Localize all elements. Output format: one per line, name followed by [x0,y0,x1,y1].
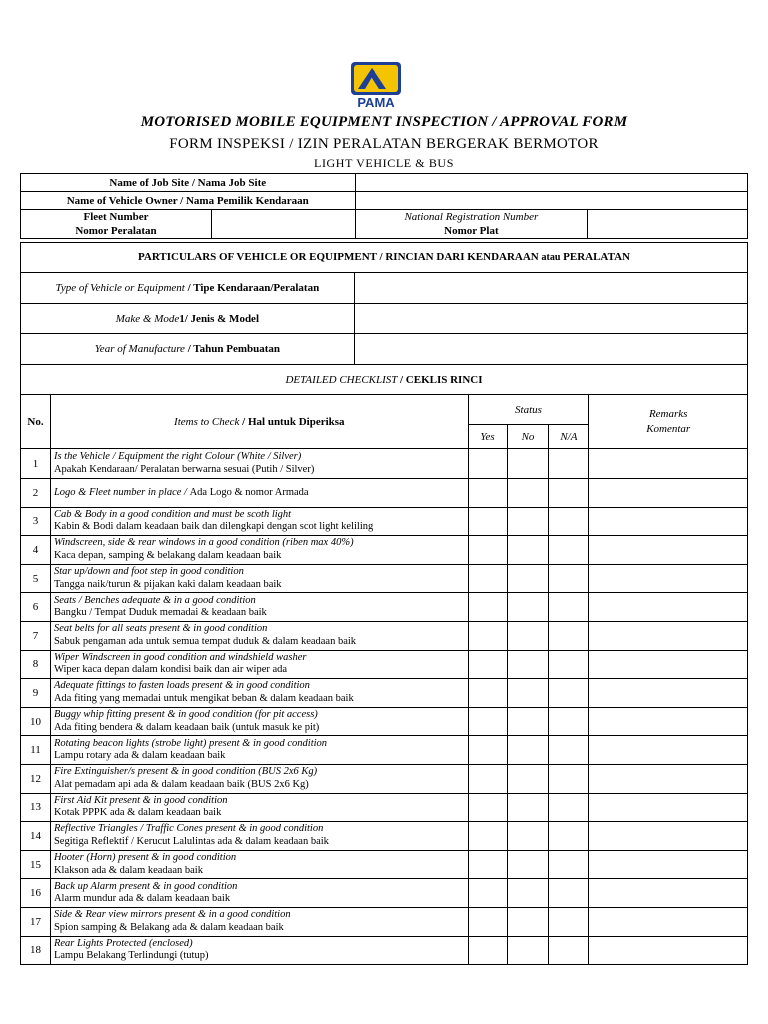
fleet-number-cell [21,210,356,239]
checklist-row [21,479,748,508]
col-na-header: N/A [549,425,589,449]
item-text [50,564,468,593]
checklist-row [21,879,748,908]
item-number: 16 [21,879,51,908]
status-remarks-cell[interactable] [589,650,748,679]
item-text [50,707,468,736]
status-remarks-cell[interactable] [589,479,748,508]
item-text [50,650,468,679]
status-no-cell[interactable] [507,850,549,879]
item-text [50,822,468,851]
item-text-en: Is the Vehicle / Equipment the right Colour (White / Silver) [53,451,302,462]
vehicle-type-field[interactable] [354,273,747,304]
logo-text: PAMA [357,95,395,110]
status-no-cell[interactable] [507,621,549,650]
header-info-table [20,173,748,239]
checklist-row [21,536,748,565]
item-text [50,593,468,622]
status-remarks-cell[interactable] [589,879,748,908]
owner-label: Name of Vehicle Owner / Nama Pemilik Kendaraan [21,192,356,210]
fleet-label-id: Nomor Peralatan [75,225,157,237]
item-text-en: Seat belts for all seats present & in good condition [53,623,268,635]
item-text [50,449,468,479]
vehicle-type-label: Type of Vehicle or Equipment / Tipe Kendaraan/Peralatan [21,273,355,304]
item-text-id: Segitiga Reflektif / Kerucut Lalulintas ada & dalam keadaan baik [53,835,329,847]
checklist-row [21,822,748,851]
item-number: 12 [21,764,51,793]
item-text-id: Ada fiting bendera & dalam keadaan baik (untuk masuk ke pit) [53,721,320,733]
status-na-cell[interactable] [549,879,589,908]
status-na-cell[interactable] [549,822,589,851]
item-text-en: Seats / Benches adequate & in a good condition [53,594,256,606]
item-text-en: Side & Rear view mirrors present & in a good condition [53,909,291,921]
item-number: 9 [21,679,51,708]
status-no-cell[interactable] [507,707,549,736]
item-number: 1 [21,449,51,479]
status-yes-cell[interactable] [468,564,507,593]
item-number: 6 [21,593,51,622]
make-model-field[interactable] [354,304,747,334]
status-no-cell[interactable] [507,679,549,708]
item-text-en: First Aid Kit present & in good condition [53,794,228,806]
status-na-cell[interactable] [549,593,589,622]
status-yes-cell[interactable] [468,736,507,765]
status-no-cell[interactable] [507,564,549,593]
item-text-en: Cab & Body in a good condition and must be scoth light [53,508,292,520]
checklist-row [21,850,748,879]
checklist-row [21,736,748,765]
item-number: 17 [21,907,51,936]
item-text [50,621,468,650]
item-text-en: Fire Extinguisher/s present & in good condition (BUS 2x6 Kg) [53,766,318,778]
item-text-en: Rotating beacon lights (strobe light) present & in good condition [53,737,328,749]
status-no-cell[interactable] [507,907,549,936]
status-na-cell[interactable] [549,850,589,879]
checklist-row [21,764,748,793]
status-na-cell[interactable] [549,736,589,765]
checklist-heading: DETAILED CHECKLIST / CEKLIS RINCI [21,365,748,395]
item-text-en: Reflective Triangles / Traffic Cones present & in good condition [53,823,324,835]
item-text-id: Sabuk pengaman ada untuk semua tempat duduk & dalam keadaan baik [53,635,357,647]
pama-logo [348,60,404,110]
item-number: 8 [21,650,51,679]
item-number: 2 [21,479,51,508]
status-yes-cell[interactable] [468,936,507,965]
checklist-row [21,507,748,536]
status-yes-cell[interactable] [468,822,507,851]
job-site-field[interactable] [355,174,747,192]
form-title-id: FORM INSPEKSI / IZIN PERALATAN BERGERAK BERMOTOR [169,136,599,152]
item-text-en: Rear Lights Protected (enclosed) [53,937,193,949]
checklist-row [21,907,748,936]
status-na-cell[interactable] [549,507,589,536]
status-remarks-cell[interactable] [589,536,748,565]
checklist-row [21,936,748,965]
item-number: 11 [21,736,51,765]
status-no-cell[interactable] [507,507,549,536]
checklist-row [21,793,748,822]
checklist-row [21,564,748,593]
col-items-header: Items to Check / Hal untuk Diperiksa [50,395,468,449]
status-yes-cell[interactable] [468,879,507,908]
status-remarks-cell[interactable] [589,564,748,593]
checklist-row [21,650,748,679]
status-na-cell[interactable] [549,936,589,965]
status-remarks-cell[interactable] [589,736,748,765]
item-text-en: Buggy whip fitting present & in good condition (for pit access) [53,709,318,721]
item-text-en: Windscreen, side & rear windows in a good condition (riben max 40%) [53,537,354,549]
status-no-cell[interactable] [507,879,549,908]
reg-label-id: Nomor Plat [444,225,499,237]
status-na-cell[interactable] [549,479,589,508]
status-na-cell[interactable] [549,650,589,679]
form-subtitle: LIGHT VEHICLE & BUS [314,156,454,170]
status-na-cell[interactable] [549,707,589,736]
item-number: 13 [21,793,51,822]
status-yes-cell[interactable] [468,850,507,879]
fleet-number-field[interactable] [212,210,355,238]
item-text-id: Kaca depan, samping & belakang dalam keadaan baik [53,549,282,561]
status-yes-cell[interactable] [468,907,507,936]
status-na-cell[interactable] [549,536,589,565]
checklist-row [21,449,748,479]
status-no-cell[interactable] [507,793,549,822]
item-text [50,879,468,908]
item-text [50,907,468,936]
status-na-cell[interactable] [549,793,589,822]
item-text-en: Logo & Fleet number in place / [53,486,190,498]
item-text-id: Lampu rotary ada & dalam keadaan baik [53,750,226,762]
status-yes-cell[interactable] [468,479,507,508]
checklist-row [21,679,748,708]
item-text-en: Star up/down and foot step in good condition [53,566,244,578]
status-na-cell[interactable] [549,449,589,479]
item-number: 4 [21,536,51,565]
status-no-cell[interactable] [507,479,549,508]
job-site-label: Name of Job Site / Nama Job Site [21,174,356,192]
item-text-id: Alat pemadam api ada & dalam keadaan baik (BUS 2x6 Kg) [53,778,309,790]
status-yes-cell[interactable] [468,536,507,565]
item-text [50,736,468,765]
item-number: 3 [21,507,51,536]
item-text-id: Kotak PPPK ada & dalam keadaan baik [53,807,222,819]
item-text-id: Lampu Belakang Terlindungi (tutup) [53,950,209,962]
owner-field[interactable] [355,192,747,210]
make-model-label: Make & Mode1/ Jenis & Model [21,304,355,334]
status-no-cell[interactable] [507,822,549,851]
item-text-en: Hooter (Horn) present & in good condition [53,852,237,864]
status-remarks-cell[interactable] [589,679,748,708]
status-no-cell[interactable] [507,936,549,965]
item-text [50,793,468,822]
item-text-en: Adequate fittings to fasten loads present & in good condition [53,680,310,692]
fleet-label-en: Fleet Number [83,211,149,223]
item-number: 14 [21,822,51,851]
item-number: 10 [21,707,51,736]
form-title-en: MOTORISED MOBILE EQUIPMENT INSPECTION / APPROVAL FORM [140,114,628,130]
item-text-id: Klakson ada & dalam keadaan baik [53,864,203,876]
status-yes-cell[interactable] [468,621,507,650]
status-na-cell[interactable] [549,764,589,793]
item-text [50,507,468,536]
item-text-id: Bangku / Tempat Duduk memadai & keadaan baik [53,607,267,619]
status-yes-cell[interactable] [468,679,507,708]
item-text-id: Apakah Kendaraan/ Peralatan berwarna sesuai (Putih / Silver) [53,463,315,475]
checklist-row [21,707,748,736]
particulars-heading: PARTICULARS OF VEHICLE OR EQUIPMENT / RINCIAN DARI KENDARAAN atau PERALATAN [21,243,748,273]
item-text [50,764,468,793]
item-text-en: Wiper Windscreen in good condition and windshield washer [53,651,307,663]
status-remarks-cell[interactable] [589,621,748,650]
item-text [50,536,468,565]
reg-label-en: National Registration Number [404,211,539,223]
item-number: 7 [21,621,51,650]
status-remarks-cell[interactable] [589,507,748,536]
status-yes-cell[interactable] [468,650,507,679]
year-field[interactable] [354,334,747,365]
item-text-id: Wiper kaca depan dalam kondisi baik dan air wiper ada [53,664,288,676]
status-no-cell[interactable] [507,650,549,679]
status-remarks-cell[interactable] [589,764,748,793]
item-text [50,850,468,879]
item-text-en: Back up Alarm present & in good condition [53,880,238,892]
item-number: 15 [21,850,51,879]
status-yes-cell[interactable] [468,449,507,479]
checklist-row [21,621,748,650]
status-no-cell[interactable] [507,593,549,622]
item-text-id: Alarm mundur ada & dalam keadaan baik [53,893,231,905]
item-text-id: Ada Logo & nomor Armada [189,486,309,498]
status-remarks-cell[interactable] [589,449,748,479]
year-label: Year of Manufacture / Tahun Pembuatan [21,334,355,365]
item-text-id: Spion samping & Belakang ada & dalam keadaan baik [53,921,284,933]
status-remarks-cell[interactable] [589,907,748,936]
status-yes-cell[interactable] [468,593,507,622]
checklist-row [21,593,748,622]
status-na-cell[interactable] [549,564,589,593]
item-text-id: Kabin & Bodi dalam keadaan baik dan dilengkapi dengan scot light keliling [53,521,374,533]
status-remarks-cell[interactable] [589,593,748,622]
status-no-cell[interactable] [507,449,549,479]
status-yes-cell[interactable] [468,707,507,736]
status-no-cell[interactable] [507,736,549,765]
status-yes-cell[interactable] [468,764,507,793]
item-text-id: Tangga naik/turun & pijakan kaki dalam keadaan baik [53,578,282,590]
status-na-cell[interactable] [549,621,589,650]
status-yes-cell[interactable] [468,793,507,822]
col-no-status-header: No [507,425,549,449]
col-remarks-header: Remarks Komentar [589,395,748,449]
status-na-cell[interactable] [549,907,589,936]
item-text [50,479,468,508]
status-remarks-cell[interactable] [589,936,748,965]
col-no-header: No. [21,395,51,449]
status-remarks-cell[interactable] [589,850,748,879]
status-remarks-cell[interactable] [589,707,748,736]
status-no-cell[interactable] [507,764,549,793]
status-no-cell[interactable] [507,536,549,565]
status-remarks-cell[interactable] [589,822,748,851]
item-text-id: Ada fiting yang memadai untuk mengikat beban & dalam keadaan baik [53,692,354,704]
item-text [50,936,468,965]
item-number: 5 [21,564,51,593]
reg-number-field[interactable] [588,210,748,239]
col-status-header: Status [468,395,589,425]
inspection-table [20,242,748,965]
status-remarks-cell[interactable] [589,793,748,822]
item-text [50,679,468,708]
status-na-cell[interactable] [549,679,589,708]
item-number: 18 [21,936,51,965]
col-yes-header: Yes [468,425,507,449]
status-yes-cell[interactable] [468,507,507,536]
